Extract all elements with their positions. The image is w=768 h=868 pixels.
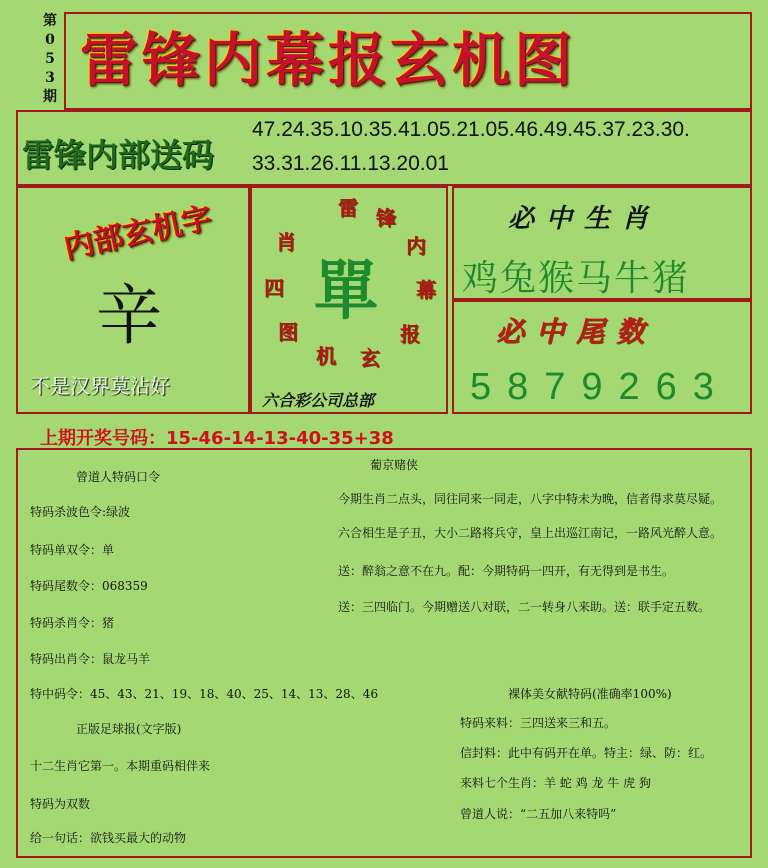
- internal-numbers-line2: 33.31.26.11.13.20.01: [252, 152, 449, 175]
- left-sub-heading: 正版足球报(文字版): [76, 722, 182, 736]
- ring-char-1: 雷: [338, 196, 358, 220]
- tail-digits: 5879263: [470, 366, 730, 408]
- zodiac-animals: 鸡兔猴马牛猪: [462, 258, 691, 299]
- ring-char-8: 图: [278, 320, 298, 344]
- zodiac-heading: 必中生肖: [508, 204, 661, 234]
- tips-line-3: 来料七个生肖：羊 蛇 鸡 龙 牛 虎 狗: [460, 776, 651, 790]
- left-heading: 曾道人特码口令: [76, 470, 161, 484]
- tips-line-1: 特码来料：三四送来三和五。: [460, 716, 617, 730]
- page-title: [80, 22, 680, 98]
- left-sub-item-3: 给一句话：欲钱买最大的动物: [30, 831, 187, 845]
- center-big-char: 單: [314, 254, 378, 329]
- ring-char-5: 报: [400, 322, 420, 346]
- issue-number: [36, 12, 64, 112]
- poem-line-1: 今期生肖二点头，同往同来一同走，八字中特未为晚，信者得求莫尽疑。: [338, 492, 723, 506]
- left-item-1: 特码杀波色令:绿波: [30, 505, 131, 519]
- ring-char-6: 玄: [360, 346, 380, 370]
- ring-char-7: 机: [316, 344, 336, 368]
- ring-char-10: 肖: [276, 230, 296, 254]
- issue-digit-2: 5: [45, 51, 55, 67]
- left-item-3: 特码尾数令：068359: [30, 579, 148, 593]
- tips-line-4: 曾道人说：“二五加八来特吗”: [460, 807, 617, 821]
- internal-label-text: 雷锋内部送码: [22, 136, 215, 174]
- tips-heading: 裸体美女献特码(准确率100%): [508, 687, 672, 701]
- riddle-phrase: 不是汉界莫沾好: [30, 374, 170, 398]
- ring-char-2: 锋: [376, 206, 396, 230]
- left-item-5: 特码出肖令：鼠龙马羊: [30, 652, 151, 666]
- page-title-text: 雷锋内幕报玄机图: [80, 26, 577, 94]
- poem-line-2: 六合相生是子丑，大小二路将兵守，皇上出巡江南记，一路风光醉人意。: [338, 526, 723, 540]
- riddle-heading-text: 内部玄机字: [60, 200, 215, 267]
- tips-line-2: 信封料：此中有码开在单。特主：绿、防：红。: [460, 746, 713, 760]
- issue-digit-3: 3: [45, 70, 55, 86]
- issue-suffix: 期: [43, 89, 57, 105]
- ring-char-3: 内: [406, 234, 426, 258]
- poem-heading: 葡京赌侠: [370, 458, 419, 472]
- left-sub-item-2: 特码为双数: [30, 797, 91, 811]
- company-label: 六合彩公司总部: [262, 391, 375, 410]
- last-draw: 上期开奖号码：15-46-14-13-40-35+38: [40, 428, 394, 449]
- issue-digit-1: 0: [45, 32, 55, 48]
- poem-line-4: 送：三四临门。今期赠送八对联，二一转身八来助。送：联手定五数。: [338, 600, 711, 614]
- poem-line-3: 送：醉翁之意不在九。配：今期特码一四开，有无得到是书生。: [338, 564, 675, 578]
- internal-numbers-line1: 47.24.35.10.35.41.05.21.05.46.49.45.37.23.30.: [252, 118, 690, 141]
- left-sub-item-1: 十二生肖它第一。本期重码相伴来: [30, 759, 211, 773]
- internal-label: [22, 130, 214, 176]
- left-item-6: 特中码令：45、43、21、19、18、40、25、14、13、28、46: [30, 687, 378, 701]
- riddle-heading: [32, 200, 242, 267]
- left-item-2: 特码单双令：单: [30, 543, 115, 557]
- riddle-char: 辛: [96, 277, 162, 354]
- ring-char-9: 四: [264, 276, 284, 300]
- left-item-4: 特码杀肖令：猪: [30, 616, 115, 630]
- tail-heading: 必中尾数: [496, 315, 657, 348]
- issue-prefix: 第: [43, 13, 57, 29]
- ring-char-4: 幕: [416, 278, 436, 302]
